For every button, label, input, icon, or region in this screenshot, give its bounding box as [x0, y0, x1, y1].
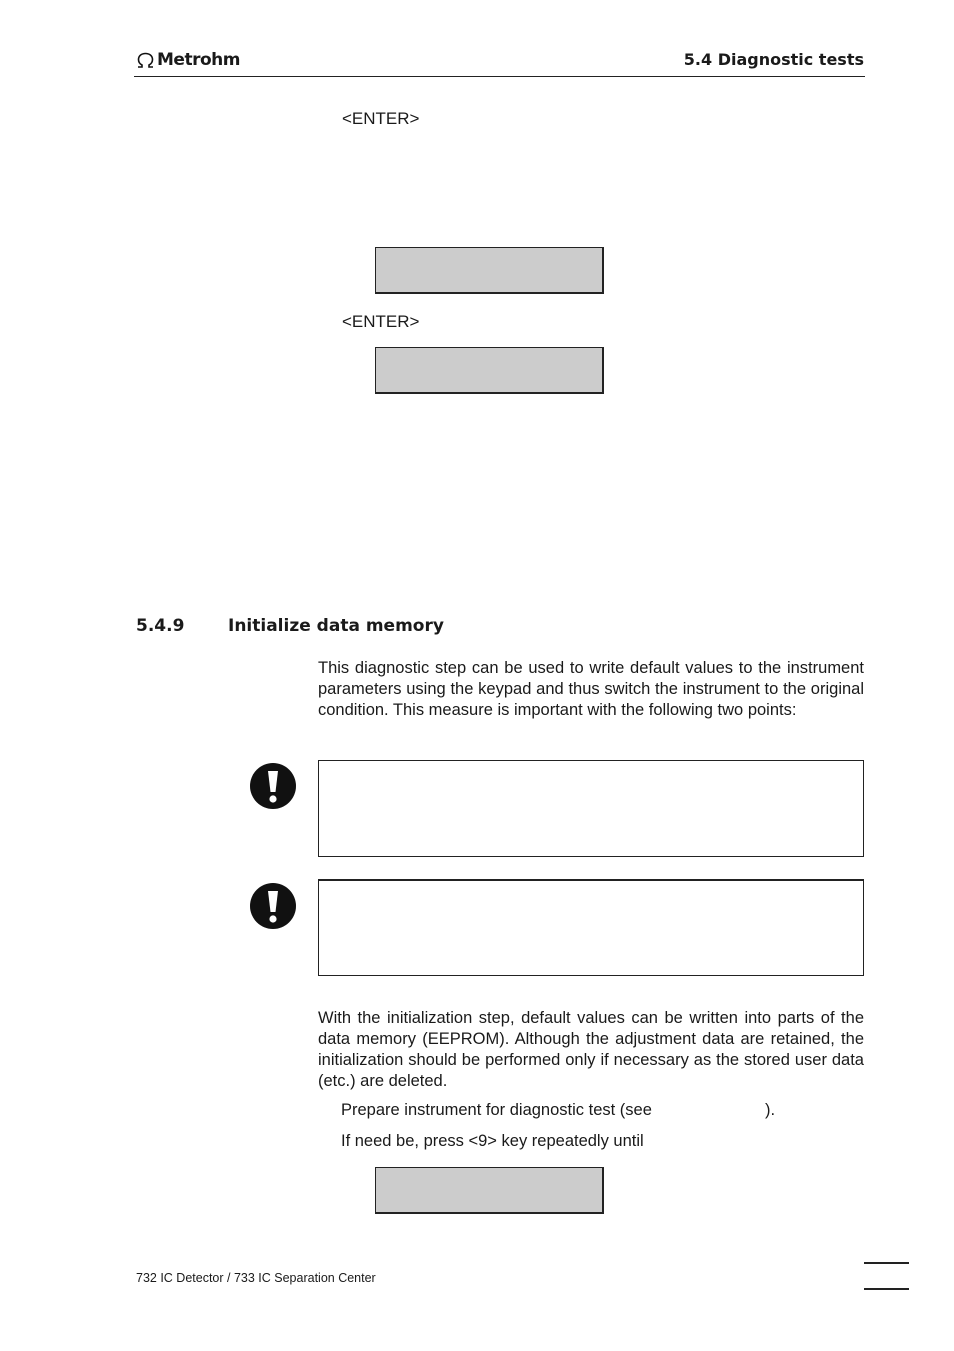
footer-product-name: 732 IC Detector / 733 IC Separation Center	[136, 1271, 376, 1285]
lcd-display	[375, 247, 604, 294]
lcd-display	[375, 347, 604, 394]
intro-paragraph: This diagnostic step can be used to write default values to the instrument parameters using the keypad and thus switch the instrument to the original condition. This measure is important with the following two points:	[318, 659, 864, 719]
section-title: Initialize data memory	[228, 616, 444, 636]
enter-key-label: <ENTER>	[342, 109, 420, 128]
omega-icon	[136, 52, 155, 69]
step-prepare-close: ).	[765, 1101, 776, 1119]
step-press-key: If need be, press <9> key repeatedly until	[341, 1132, 644, 1150]
running-header-section: 5.4 Diagnostic tests	[683, 50, 864, 69]
enter-key-label: <ENTER>	[342, 312, 420, 331]
footer-rule	[864, 1288, 909, 1290]
step-text: Prepare instrument for diagnostic test (see	[341, 1101, 652, 1119]
exclamation-warning-icon	[249, 882, 297, 930]
note-box	[318, 879, 864, 976]
step-prepare-instrument	[341, 1101, 652, 1120]
section-number: 5.4.9	[136, 616, 185, 636]
exclamation-warning-icon	[249, 762, 297, 810]
logo-text: Metrohm	[157, 50, 240, 70]
footer-rule	[864, 1262, 909, 1264]
body-paragraph: With the initialization step, default values can be written into parts of the data memory (EEPROM). Although the adjustment data are retained, the initialization should be performed only if necessary as the stored user data (etc.) are deleted.	[318, 1009, 864, 1090]
note-box	[318, 760, 864, 857]
header-rule	[134, 76, 865, 77]
lcd-display	[375, 1167, 604, 1214]
metrohm-logo	[136, 50, 240, 70]
